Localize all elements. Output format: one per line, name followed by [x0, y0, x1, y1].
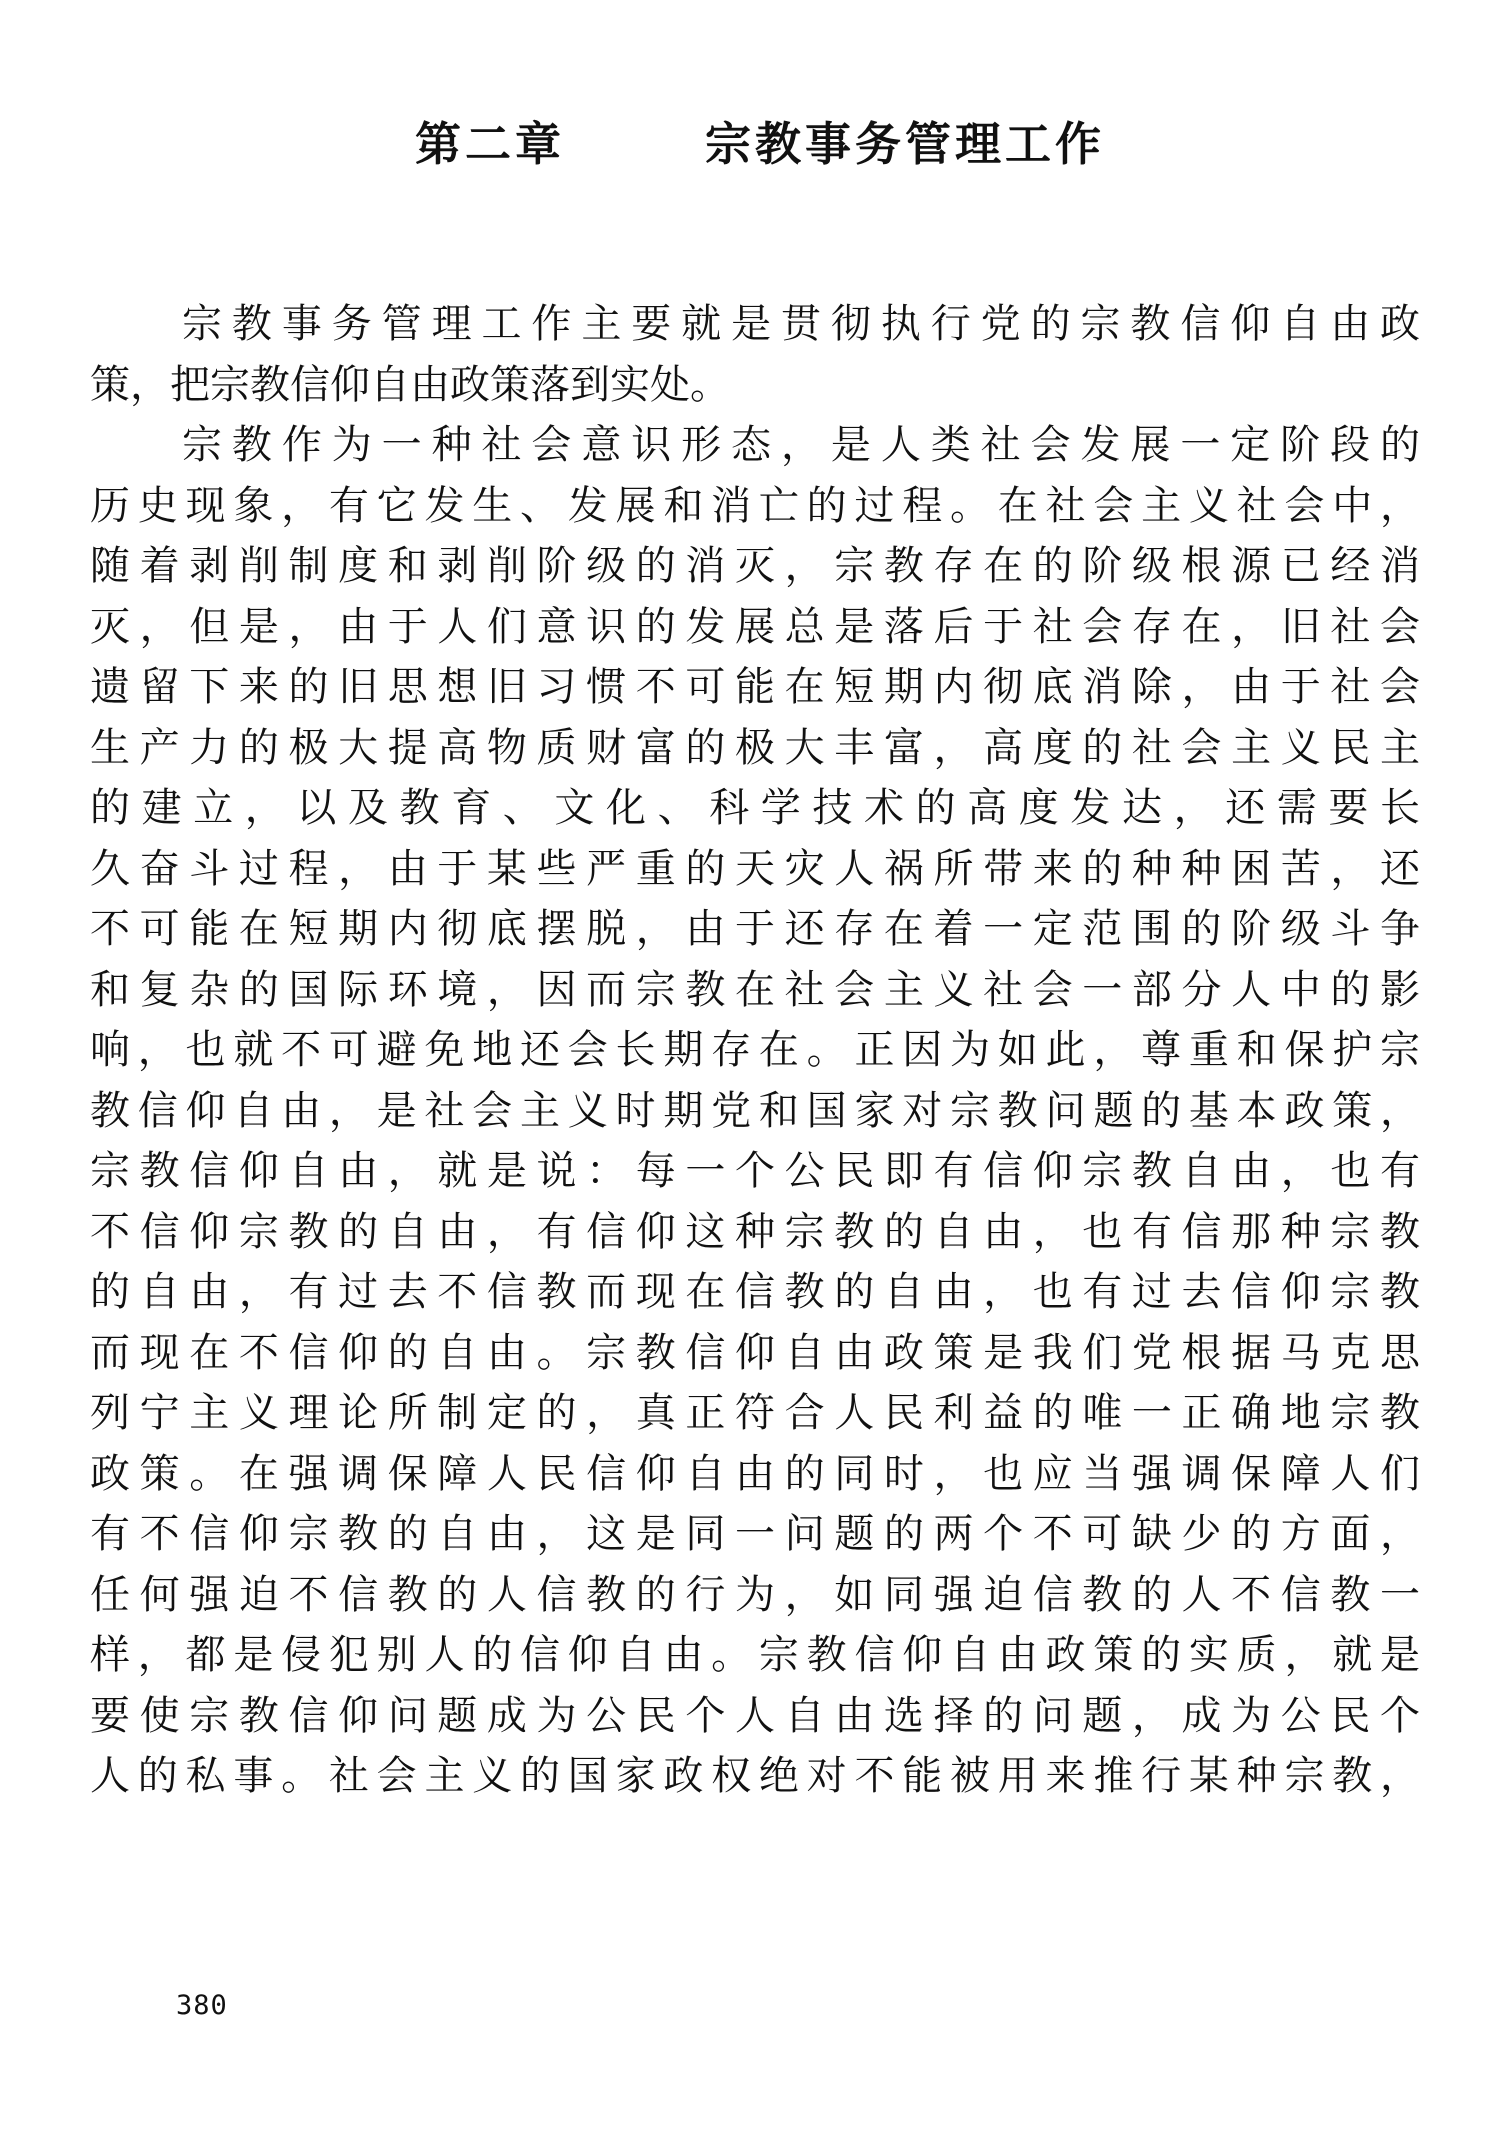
- text-line: 的建立，以及教育、文化、科学技术的高度发达，还需要长: [90, 785, 1420, 831]
- page-number: 380: [176, 1990, 228, 2021]
- text-line: 历史现象，有它发生、发展和消亡的过程。在社会主义社会中，: [90, 482, 1420, 529]
- chapter-number: 第二章: [415, 117, 565, 171]
- text-line: 的自由，有过去不信教而现在信教的自由，也有过去信仰宗教: [90, 1269, 1420, 1315]
- text-line: 政策。在强调保障人民信仰自由的同时，也应当强调保障人们: [90, 1450, 1420, 1497]
- text-line: 生产力的极大提高物质财富的极大丰富，高度的社会主义民主: [90, 724, 1420, 771]
- text-line: 有不信仰宗教的自由，这是同一问题的两个不可缺少的方面，: [90, 1511, 1420, 1557]
- text-line: 响，也就不可避免地还会长期存在。正因为如此，尊重和保护宗: [90, 1027, 1420, 1073]
- text-line: 灭，但是，由于人们意识的发展总是落后于社会存在，旧社会: [90, 603, 1420, 650]
- text-line: 遗留下来的旧思想旧习惯不可能在短期内彻底消除，由于社会: [90, 664, 1420, 710]
- chapter-heading: [0, 108, 1500, 174]
- text-line: 教信仰自由，是社会主义时期党和国家对宗教问题的基本政策，: [90, 1087, 1420, 1134]
- text-line: 样，都是侵犯别人的信仰自由。宗教信仰自由政策的实质，就是: [90, 1632, 1420, 1678]
- text-line: 随着剥削制度和剥削阶级的消灭，宗教存在的阶级根源已经消: [90, 543, 1420, 589]
- text-line: 宗教事务管理工作主要就是贯彻执行党的宗教信仰自由政: [182, 301, 1420, 347]
- text-line: 列宁主义理论所制定的，真正符合人民利益的唯一正确地宗教: [90, 1390, 1420, 1436]
- text-line: 久奋斗过程，由于某些严重的天灾人祸所带来的种种困苦，还: [90, 845, 1420, 892]
- text-line: 和复杂的国际环境，因而宗教在社会主义社会一部分人中的影: [90, 966, 1420, 1013]
- text-line: 策，把宗教信仰自由政策落到实处。: [90, 361, 730, 408]
- chapter-title: 宗教事务管理工作: [705, 117, 1105, 171]
- text-line: 任何强迫不信教的人信教的行为，如同强迫信教的人不信教一: [90, 1571, 1420, 1618]
- text-line: 而现在不信仰的自由。宗教信仰自由政策是我们党根据马克思: [90, 1329, 1420, 1376]
- text-line: 不可能在短期内彻底摆脱，由于还存在着一定范围的阶级斗争: [90, 906, 1420, 952]
- body-text: [90, 294, 1420, 1807]
- text-line: 不信仰宗教的自由，有信仰这种宗教的自由，也有信那种宗教: [90, 1208, 1420, 1255]
- text-line: 宗教作为一种社会意识形态，是人类社会发展一定阶段的: [182, 422, 1420, 468]
- text-line: 宗教信仰自由，就是说：每一个公民即有信仰宗教自由，也有: [90, 1148, 1420, 1194]
- text-line: 要使宗教信仰问题成为公民个人自由选择的问题，成为公民个: [90, 1692, 1420, 1739]
- text-line: 人的私事。社会主义的国家政权绝对不能被用来推行某种宗教，: [90, 1753, 1420, 1799]
